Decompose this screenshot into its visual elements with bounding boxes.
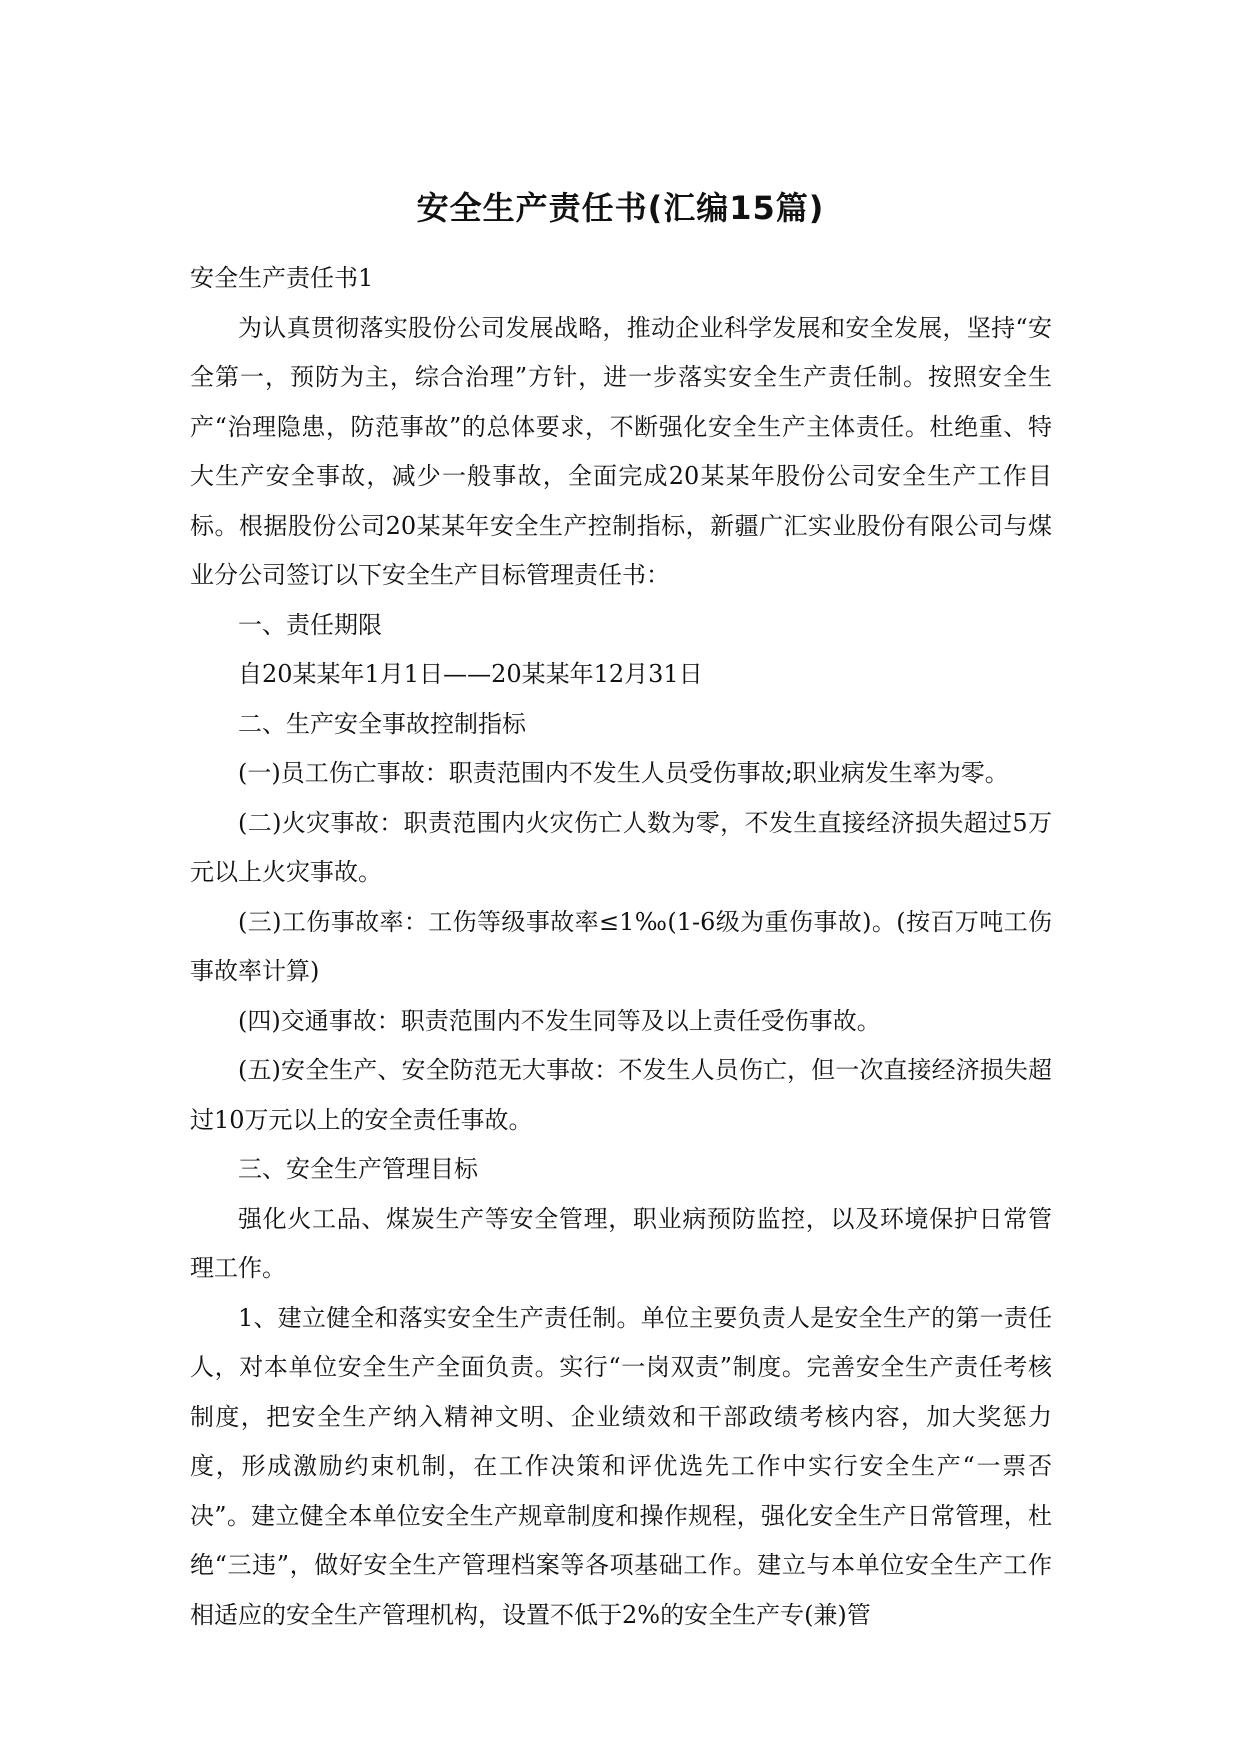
- heading-responsibility-period: 一、责任期限: [238, 610, 382, 639]
- paragraph-item-1: (一)员工伤亡事故：职责范围内不发生人员受伤事故;职业病发生率为零。: [238, 759, 1009, 787]
- paragraph-period-dates: 自20某某年1月1日——20某某年12月31日: [238, 660, 703, 688]
- heading-management-goals: 三、安全生产管理目标: [238, 1155, 478, 1183]
- paragraph-management-intro: 强化火工品、煤炭生产等安全管理，职业病预防监控，以及环境保护日常管理工作。: [190, 1204, 1052, 1282]
- section-heading: 安全生产责任书1: [190, 264, 374, 292]
- paragraph-item-3: (三)工伤事故率：工伤等级事故率≤1‰(1-6级为重伤事故)。(按百万吨工伤事故率计算): [190, 907, 1052, 985]
- paragraph-item-4: (四)交通事故：职责范围内不发生同等及以上责任受伤事故。: [238, 1006, 881, 1035]
- paragraph-item-2: (二)火灾事故：职责范围内火灾伤亡人数为零，不发生直接经济损失超过5万元以上火灾事故。: [190, 808, 1052, 886]
- document-title: 安全生产责任书(汇编15篇): [416, 189, 825, 227]
- document-body: [190, 254, 1052, 1640]
- paragraph-item-5: (五)安全生产、安全防范无大事故：不发生人员伤亡，但一次直接经济损失超过10万元以上的安全责任事故。: [190, 1056, 1052, 1134]
- paragraph-intro: 为认真贯彻落实股份公司发展战略，推动企业科学发展和安全发展，坚持“安全第一，预防为主，综合治理”方针，进一步落实安全生产责任制。按照安全生产“治理隐患，防范事故”的总体要求，不断强化安全生产主体责任。杜绝重、特大生产安全事故，减少一般事故，全面完成20某某年股份公司安全生产工作目标。根据股份公司20某某年安全生产控制指标，新疆广汇实业股份有限公司与煤业分公司签订以下安全生产目标管理责任书：: [190, 313, 1052, 589]
- paragraph-responsibility-system: 1、建立健全和落实安全生产责任制。单位主要负责人是安全生产的第一责任人，对本单位安全生产全面负责。实行“一岗双责”制度。完善安全生产责任考核制度，把安全生产纳入精神文明、企业绩效和干部政绩考核内容，加大奖惩力度，形成激励约束机制，在工作决策和评优选先工作中实行安全生产“一票否决”。建立健全本单位安全生产规章制度和操作规程，强化安全生产日常管理，杜绝“三违”，做好安全生产管理档案等各项基础工作。建立与本单位安全生产工作相适应的安全生产管理机构，设置不低于2%的安全生产专(兼)管: [190, 1303, 1052, 1629]
- heading-accident-control: 二、生产安全事故控制指标: [238, 709, 526, 738]
